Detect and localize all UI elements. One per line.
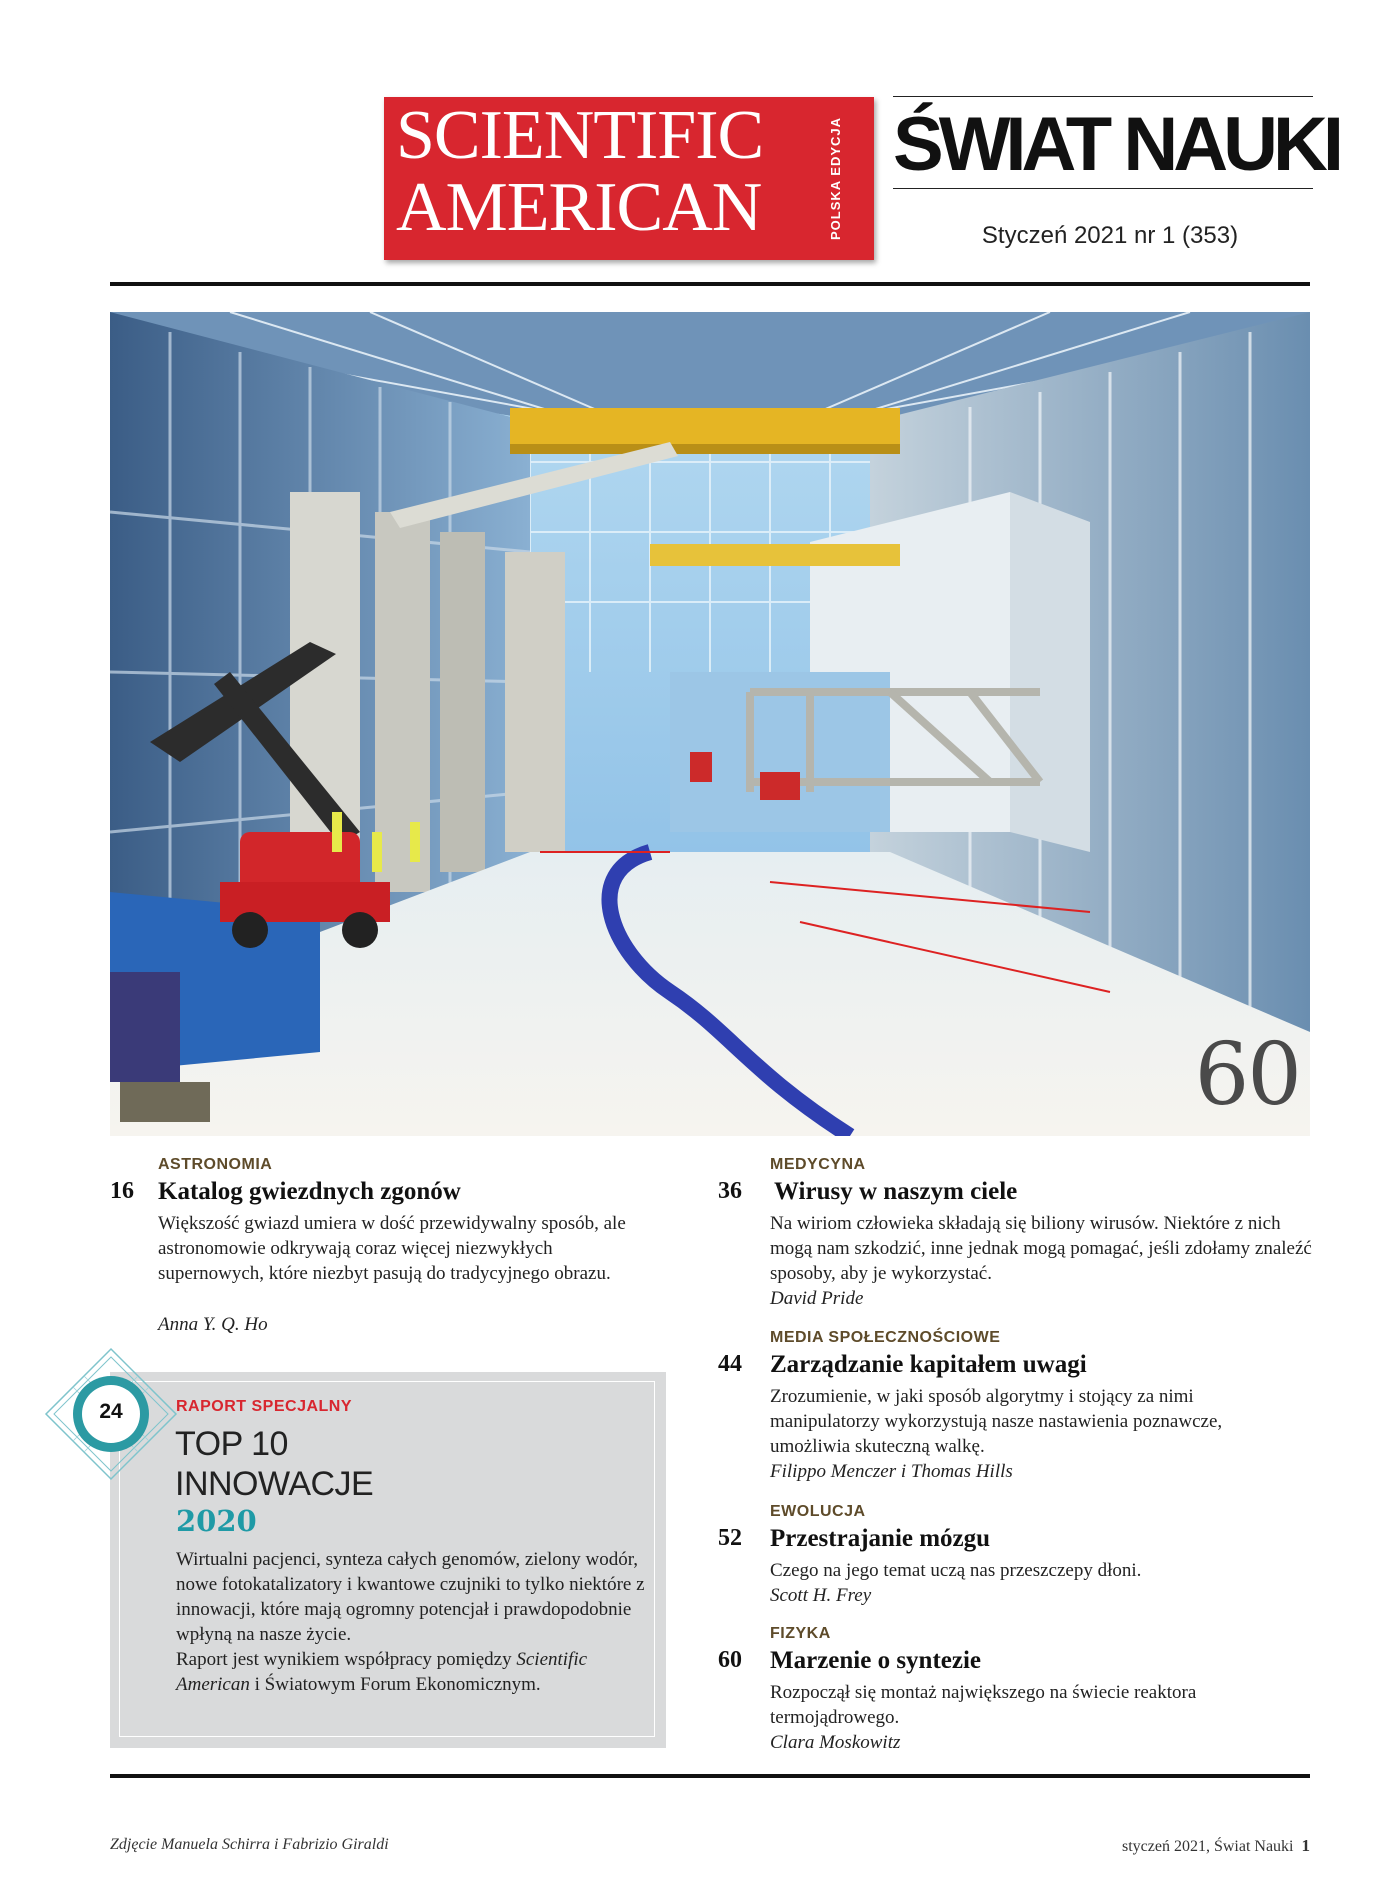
cover-page-reference: 60 <box>1194 1025 1300 1125</box>
special-report-credit-italic: Scientific American <box>176 1649 588 1695</box>
special-report-label: RAPORT SPECJALNY <box>176 1398 353 1415</box>
footer-issue-text: styczeń 2021, Świat Nauki <box>1121 1838 1294 1855</box>
article-medycyna[interactable] <box>718 1156 1318 1316</box>
article-media-spolecznosciowe[interactable] <box>718 1329 1318 1489</box>
article-page-number: 16 <box>110 1178 134 1204</box>
article-page-number: 44 <box>718 1351 742 1377</box>
article-category: FIZYKA <box>770 1625 831 1642</box>
article-title[interactable]: Przestrajanie mózgu <box>770 1525 991 1552</box>
scientific-american-logo <box>384 97 874 260</box>
logo-line-american: AMERICAN <box>396 169 762 246</box>
special-report-credit-text: Raport jest wynikiem współpracy pomiędzy <box>176 1649 517 1670</box>
article-description: Zrozumienie, w jaki sposób algorytmy i stojący za nimi manipulatorzy wykorzystują nasze nastawienia poznawcze, umożliwia skuteczną walkę. <box>770 1386 1223 1457</box>
article-ewolucja[interactable] <box>718 1503 1318 1613</box>
article-author: Filippo Menczer i Thomas Hills <box>770 1461 1013 1482</box>
article-description: Na wiriom człowieka składają się biliony wirusów. Niektóre z nich mogą nam szkodzić, inne jednak mogą pomagać, jeśli zdołamy znaleźć sposoby, aby je wykorzystać. <box>770 1213 1312 1284</box>
title-bottom-rule <box>893 188 1313 189</box>
special-report-title-line1[interactable]: TOP 10 <box>175 1425 288 1463</box>
article-astronomia[interactable] <box>110 1156 650 1336</box>
article-page-number: 52 <box>718 1525 742 1551</box>
photo-credit: Zdjęcie Manuela Schirra i Fabrizio Giraldi <box>110 1836 389 1853</box>
footer-issue-info <box>1122 1836 1310 1856</box>
header-divider <box>110 282 1310 286</box>
special-report-page-number: 24 <box>99 1400 123 1423</box>
title-top-rule <box>893 96 1313 97</box>
article-fizyka[interactable] <box>718 1625 1318 1775</box>
article-title[interactable]: Katalog gwiezdnych zgonów <box>158 1178 461 1205</box>
footer-divider <box>110 1774 1310 1778</box>
logo-line-scientific: SCIENTIFIC <box>396 97 764 174</box>
article-category: MEDIA SPOŁECZNOŚCIOWE <box>770 1329 1001 1346</box>
special-report-description-text: Wirtualni pacjenci, synteza całych genomów, zielony wodór, nowe fotokatalizatory i kwantowe czujniki to tylko niektóre z innowacji, które mają ogromny potencjał i prawdopodobnie wpłyną na nasze życie. <box>176 1549 645 1645</box>
footer-page-number: 1 <box>1301 1836 1310 1855</box>
article-author: David Pride <box>770 1288 864 1309</box>
special-report-description <box>176 1547 656 1697</box>
article-description: Czego na jego temat uczą nas przeszczepy dłoni. <box>770 1560 1142 1581</box>
article-category: ASTRONOMIA <box>158 1156 273 1173</box>
article-page-number: 36 <box>718 1178 742 1204</box>
special-report-title-line2[interactable]: INNOWACJE <box>175 1465 374 1503</box>
article-category: EWOLUCJA <box>770 1503 866 1520</box>
cover-photo-assembly-hall <box>110 312 1310 1136</box>
special-report-credit-end: i Światowym Forum Ekonomicznym. <box>249 1674 541 1695</box>
special-report-year: 2020 <box>176 1504 257 1538</box>
article-page-number: 60 <box>718 1647 742 1673</box>
article-title[interactable]: Zarządzanie kapitałem uwagi <box>770 1351 1087 1378</box>
article-author: Clara Moskowitz <box>770 1732 901 1753</box>
article-category: MEDYCYNA <box>770 1156 866 1173</box>
article-author: Scott H. Frey <box>770 1585 872 1606</box>
logo-polska-edycja: POLSKA EDYCJA <box>828 116 843 241</box>
article-title[interactable]: Marzenie o syntezie <box>770 1647 982 1674</box>
article-author: Anna Y. Q. Ho <box>158 1314 268 1335</box>
article-description: Rozpoczął się montaż największego na świecie reaktora termojądrowego. <box>770 1682 1197 1728</box>
article-title[interactable]: Wirusy w naszym ciele <box>774 1178 1018 1205</box>
magazine-title: ŚWIAT NAUKI <box>893 102 1339 187</box>
issue-date: Styczeń 2021 nr 1 (353) <box>981 222 1239 249</box>
article-description: Większość gwiazd umiera w dość przewidywalny sposób, ale astronomowie odkrywają coraz więcej niezwykłych supernowych, które niezbyt pasują do tradycyjnego obrazu. <box>158 1213 626 1284</box>
